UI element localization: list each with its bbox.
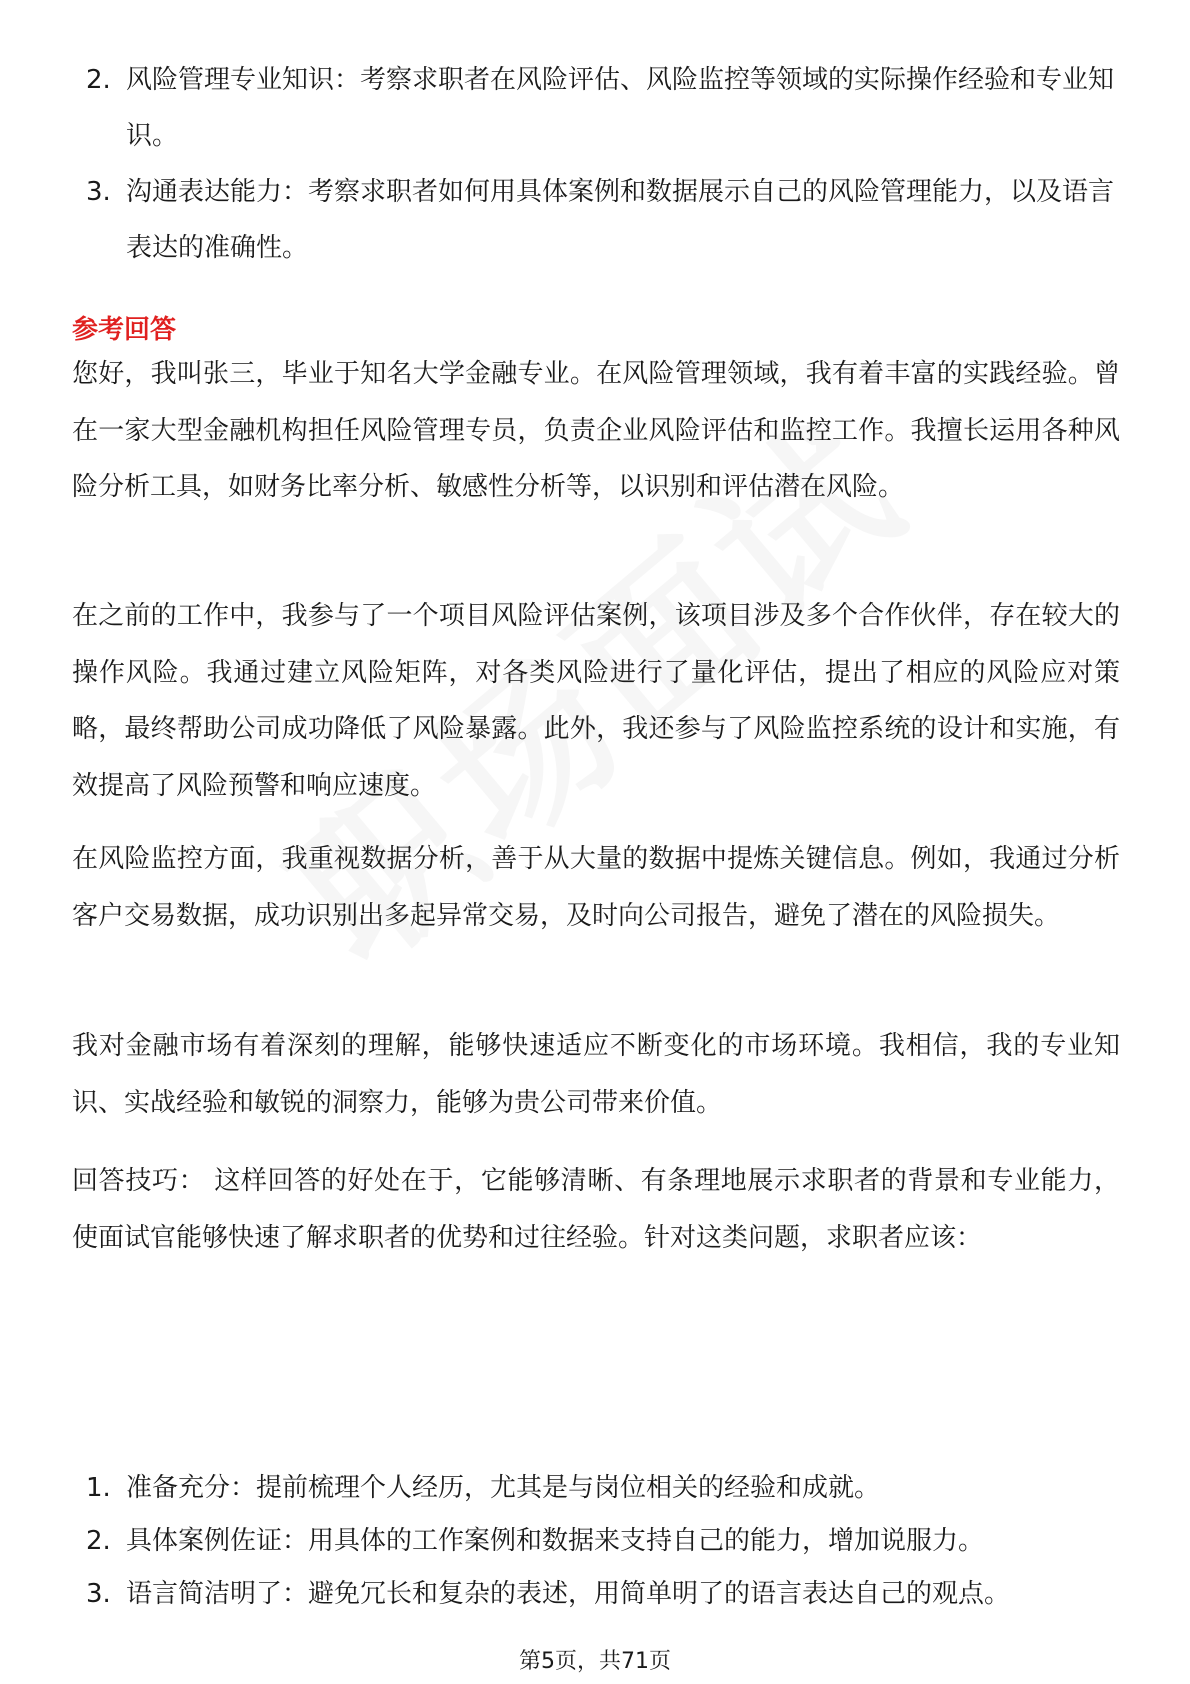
list-number: 2. <box>86 65 111 95</box>
list-number: 2. <box>86 1526 111 1556</box>
section-heading: 参考回答 <box>72 315 177 345</box>
list-text: 风险管理专业知识：考察求职者在风险评估、风险监控等领域的实际操作经验和专业知识。 <box>126 65 1115 151</box>
list-item <box>72 1462 1120 1515</box>
paragraph-summary: 我对金融市场有着深刻的理解，能够快速适应不断变化的市场环境。我相信，我的专业知识、实战经验和敏锐的洞察力，能够为贵公司带来价值。 <box>72 1031 1120 1118</box>
criteria-list <box>72 52 1120 276</box>
list-text: 语言简洁明了：避免冗长和复杂的表述，用简单明了的语言表达自己的观点。 <box>126 1579 1011 1609</box>
list-text: 准备充分：提前梳理个人经历，尤其是与岗位相关的经验和成就。 <box>126 1473 881 1503</box>
list-number: 3. <box>86 177 111 207</box>
list-item <box>72 1515 1120 1568</box>
list-number: 1. <box>86 1473 111 1503</box>
list-text: 具体案例佐证：用具体的工作案例和数据来支持自己的能力，增加说服力。 <box>126 1526 985 1556</box>
page-footer: 第5页，共71页 <box>519 1649 671 1674</box>
list-number: 3. <box>86 1579 111 1609</box>
list-text: 沟通表达能力：考察求职者如何用具体案例和数据展示自己的风险管理能力，以及语言表达的准确性。 <box>126 177 1115 263</box>
paragraph-case: 在之前的工作中，我参与了一个项目风险评估案例，该项目涉及多个合作伙伴，存在较大的操作风险。我通过建立风险矩阵，对各类风险进行了量化评估，提出了相应的风险应对策略，最终帮助公司成功降低了风险暴露。此外，我还参与了风险监控系统的设计和实施，有效提高了风险预警和响应速度。 <box>72 601 1120 801</box>
paragraph-tips: 回答技巧： 这样回答的好处在于，它能够清晰、有条理地展示求职者的背景和专业能力，使面试官能够快速了解求职者的优势和过往经验。针对这类问题，求职者应该： <box>72 1166 1120 1253</box>
paragraph-monitoring: 在风险监控方面，我重视数据分析，善于从大量的数据中提炼关键信息。例如，我通过分析客户交易数据，成功识别出多起异常交易，及时向公司报告，避免了潜在的风险损失。 <box>72 844 1120 931</box>
list-item <box>72 164 1120 276</box>
list-item <box>72 52 1120 164</box>
tips-list <box>72 1462 1120 1621</box>
list-item <box>72 1568 1120 1621</box>
paragraph-intro: 您好，我叫张三，毕业于知名大学金融专业。在风险管理领域，我有着丰富的实践经验。曾在一家大型金融机构担任风险管理专员，负责企业风险评估和监控工作。我擅长运用各种风险分析工具，如财务比率分析、敏感性分析等，以识别和评估潜在风险。 <box>72 359 1120 502</box>
